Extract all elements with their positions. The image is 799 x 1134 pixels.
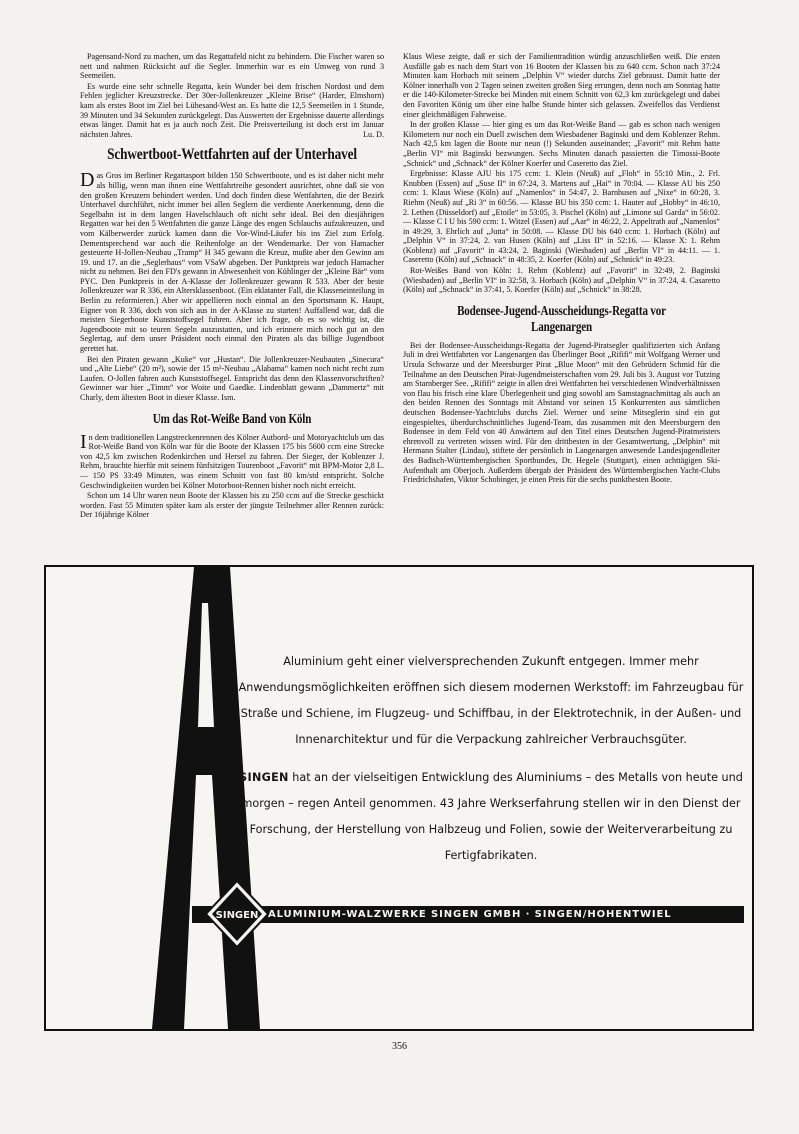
article-title-rot-weisses-band: Um das Rot-Weiße Band von Köln: [152, 410, 312, 426]
singen-logo-text: SINGEN: [215, 910, 259, 921]
drop-cap: D: [80, 169, 95, 192]
article-paragraph: Schon um 14 Uhr waren neun Boote der Klassen bis zu 250 ccm auf die Strecke geschickt worden. Fast 55 Minuten später kam als erster der jüngste Teilnehmer aller Rennen zurück: Der 16jährige Kölner: [80, 491, 384, 520]
ad-paragraph: Aluminium geht einer vielversprechenden Zukunft entgegen. Immer mehr Anwendungsmöglichkeiten eröffnen sich diesem modernen Werkstoff: im Fahrzeugbau für Straße und Schiene, im Flugzeug- und Schiffbau, in der Elektrotechnik, in der Außen- und Innenarchitektur und für die Verpackung zahlreicher Verbrauchsgüter.: [238, 655, 744, 746]
aluminium-advertisement: [44, 565, 754, 1031]
left-column: [80, 52, 384, 521]
article-paragraph: Bei den Piraten gewann „Kuke“ vor „Hustan“. Die Jollenkreuzer-Neubauten „Sinecura“ und „Alte Liebe“ (20 m²), sowie der 15 m²-Neubau „Alabama“ kamen noch nicht recht zum Laufen. O-Jollen fahren auch Kunststoffsegel. Entspricht das denn den Klassenvorschriften? Gewinner war hier „Timm“ vor Woite und Gaedke. Lindenblatt gewann „Dammertz“ mit Charly, dem ältesten Boot in dieser Klasse. Ism.: [80, 354, 384, 402]
article-paragraph: [80, 171, 384, 353]
page-number: 356: [392, 1041, 407, 1052]
company-name-bar: ALUMINIUM-WALZWERKE SINGEN GMBH · SINGEN/HOHENTWIEL: [192, 906, 744, 923]
intro-paragraph: Pagensand-Nord zu machen, um das Regattafeld nicht zu behindern. Die Fischer waren so nett und nahmen Rücksicht auf die Segler. Immerhin war es ein Umweg von rund 3 Seemeilen.: [80, 52, 384, 81]
results-paragraph: Rot-Weißes Band von Köln: 1. Rehm (Koblenz) auf „Favorit“ in 32:49, 2. Baginski (Wiesbaden) auf „Berlin VI“ in 32:58, 3. Horbach (Köln) auf „Delphin V“ in 37:24, 4. Casaretto (Köln) auf „Schnack“ in 37:41, 5. Koerfer (Köln) auf „Schnick“ in 38:28.: [403, 266, 720, 295]
author-signature: Lu. D.: [363, 129, 384, 139]
article-paragraph: Bei der Bodensee-Ausscheidungs-Regatta der Jugend-Piratsegler qualifizierten sich Anfang Juli in drei Wettfahrten vor Langenargen das Überlinger Boot „Rififi“ mit Wolfgang Werner und Ursula Schwarze und der Meersburger Pirat „Blue Moon“ mit den Gebrüdern Schmid für die Teilnahme an den Deutschen Pirat-Jugendmeisterschaften vom 29. Juli bis 3. August vor Tutzing am Starnberger See. „Rififi“ zeigte in allen drei Wettfahrten bei verschiedenen Windverhältnissen von flau bis frisch eine klare Überlegenheit und ging sowohl am Samstagnachmittag als auch an den beiden Rennen des Sonntags mit Abstand vor seinen 15 Konkurrenten aus sämtlichen deutschen Bodensee-Yachtclubs durchs Ziel. Werner und seine Mitseglerin sind ein gut eingespieltes, überdurchschnittliches Jugend-Team, das zusammen mit den Meersburgern den Bodensee in dem Feld von 40 Anwärtern auf den Titel eines Deutschen Jugend-Piratmeisters ehrenvoll zu vertreten wissen wird. Für den drittbesten in der Gesamtwertung, „Delphin“ mit Hermann Stalter (Lindau), stiftete der persönlich in Langenargen anwesende Landesjugendleiter des Badisch-Württembergischen Sportbundes, Dr. Hegele (Stuttgart), einen achttägigen Ski-Aufenthalt am Oberjoch. Außerdem übergab der Präsident des Württembergischen Yacht-Clubs Friedrichshafen, Viktor Schobinger, je einen Preis für die sechs punktbesten Boote.: [403, 340, 720, 485]
article-title-bodensee: Bodensee-Jugend-Ausscheidungs-Regatta vor Langenargen: [457, 302, 666, 334]
drop-cap: I: [80, 430, 87, 453]
intro-paragraph-text: Es wurde eine sehr schnelle Regatta, kein Wunder bei dem frischen Nordost und dem Fehlen jeglicher Kreuzstrecke. Der 30er-Jollenkreuzer „Kleine Brise“ (Harder, Elmshorn) kam als erstes Boot im Ziel bei Lühesand-West an. Es hatte die 12,5 Seemeilen in 1 Stunde, 39 Minuten und 34 Sekunden zurückgelegt. Das Auswerten der Ergebnisse dauerte allerdings etwas länger. Damit hat es ja auch noch Zeit. Die Preisverteilung ist doch erst im Januar nächsten Jahres.: [80, 81, 384, 139]
article-paragraph-text: n dem traditionellen Langstreckenrennen des Kölner Autbord- und Motoryachtclub um das Rot-Weiße Band von Köln war für die Boote der Klassen 175 bis 5600 ccm eine Strecke von 42,5 km zwischen Rodenkirchen und Hersel zu fahren. Der Sieger, der Koblenzer J. Rehm, brauchte hierfür mit seinem fünfsitzigen Tourenboot „Favorit“ mit BPM-Motor 2,8 L. — 150 PS 33:49 Minuten, was einem Schnitt von fast 80 km/std entspricht. Solche Geschwindigkeiten wurden bei Kölner Motorboot-Rennen bisher noch nicht erreicht.: [80, 432, 384, 490]
article-paragraph: In der großen Klasse — hier ging es um das Rot-Weiße Band — gab es schon nach wenigen Kilometern nur noch ein Duell zwischen dem Wiesbadener Baginski und dem Koblenzer Rehm. Nach 42,5 km lagen die Boote nur neun (!) Sekunden auseinander; „Favorit“ mit Rehm hatte „Berlin VI“ mit Baginski bezwungen. Sechs Minuten danach passierten die Timossi-Boote „Schnick“ und „Schnack“ der Kölner Koerfer und Caseretto das Ziel.: [403, 120, 720, 168]
singen-brand-inline: SINGEN: [239, 771, 289, 784]
article-title-schwertboot: Schwertboot-Wettfahrten auf der Unterhavel: [107, 146, 357, 164]
ad-paragraph: [236, 765, 746, 869]
article-paragraph: [80, 430, 384, 491]
ad-copy: [236, 649, 746, 881]
singen-logo-badge: [204, 879, 270, 949]
ad-paragraph-text: hat an der vielseitigen Entwicklung des Aluminiums – des Metalls von heute und morgen – regen Anteil genommen. 43 Jahre Werkserfahrung stellen wir in den Dienst der Forschung, der Herstellung von Halbzeug und Folien, sowie der Weiterverarbeitung zu Fertigfabrikaten.: [241, 771, 743, 862]
article-paragraph-text: as Gros im Berliner Regattasport bilden 150 Schwertboote, und es ist daher nicht mehr als billig, wenn man ihnen eine Wettfahrtreihe gesondert ausrichtet, ohne daß sie von den großen Kreuzern behindert werden. Und doch finden diese Wettfahrten, die der Bezirk Unterhavel durchführt, nicht immer bei allen Seglern die verdiente Anerkennung, denn die Segelbahn ist in dem langen Havelschlauch oft nicht sehr ideal. Bei den diesjährigen Regatten war bei den 5 Wettfahrten die ganze Länge des engen Schlauchs aufzukreuzen, und vom Kälberwerder zurück kamen dann die Vor-Wind-Läufer bis ins Ziel zum Erfolg. Dementsprechend war auch die Reihenfolge an der Wendemarke. Der von Hamacher gesteuerte H-Jollen-Neubau „Tramp“ H 345 gewann die Kreuz, mußte aber den Gewinn am 19. und 17. an die „Seglerhaus“ vom VSaW abgeben. Der Punktpreis war jedoch Hamacher nicht zu nehmen. Bei den FD's gewann in Abwesenheit von Kühlinger der „Kleine Bär“ vom PYC. Den Punktpreis in der A-Klasse der Jollenkreuzer gewann R 533. Aber der beste Jollenkreuzer war R 336, ein Altersklassenboot. (Ein eklatanter Fall, die Klasseneinteilung in Berlin zu reformieren.) Aber wir appellieren noch einmal an den Sportsmann K. Haupt, Eigner von R 336, doch von sich aus in der A-Klasse zu starten! Auffallend war, daß die meisten Siegerboote Kunststoffsegel fuhren. Aber ich frage, ob es so wichtig ist, die Jugendboote mit so teuren Segeln auszustatten, und ich erinnere mich noch gut an den Seglertag, auf dem unser Präsident noch einmal den Piraten als das billige Jugendboot gerettet hat.: [80, 171, 384, 354]
right-column: [403, 52, 720, 486]
article-paragraph: Klaus Wiese zeigte, daß er sich der Familientradition würdig anzuschließen weiß. Die ersten Ausfälle gab es nach dem Start von 16 Booten der Klassen bis zu 640 ccm. Schon nach 37:24 Minuten kam Horbach mit seinem „Delphin V“ wieder durchs Ziel gebraust. Damit hatte der Kölner innerhalb von 2 Tagen seinen zweiten großen Sieg errungen, denn noch am Sonntag hatte er die 140-Kilometer-Strecke bei Minden mit einem Schnitt von 62,3 km zurückgelegt und dabei den Favoriten König um über eine halbe Stunde hinter sich gelassen. Zweifellos das Verdienst einer gleichmäßigen Fahrweise.: [403, 52, 720, 119]
results-paragraph: Ergebnisse: Klasse AJU bis 175 ccm: 1. Klein (Neuß) auf „Floh“ in 55:10 Min., 2. Frl. Knubben (Essen) auf „Suse II“ in 67:24, 3. Martens auf „Hai“ in 70:04. — Klasse AU bis 250 ccm: 1. Klaus Wiese (Köln) auf „Namenlos“ in 54:47, 2. Barnhusen auf „Nixe“ in 60:28, 3. Riehm (Neuß) auf „Ri 3“ in 60:56. — Klasse BU bis 350 ccm: 1. Hauter auf „Hobby“ in 46:10, 2. Lethen (Düsseldorf) auf „Etoile“ in 53:05, 3. Pischel (Köln) auf „Limone sul Garda“ in 56:02. — Klasse C I U bis 590 ccm: 1. Witzel (Essen) auf „Aar“ in 46:22, 2. Appeltrath auf „Namenlos“ in 49:29, 3. Ehrlich auf „Jutta“ in 50:08. — Klasse DU bis 640 ccm: 1. Horbach (Köln) auf „Delphin V“ in 37:24, 2. van Husen (Köln) auf „Liss II“ in 52:16. — Klasse X: 1. Rehm (Koblenz) auf „Favorit“ in 43:24, 2. Baginski (Wiesbaden) auf „Berlin VI“ in 44:11. — 1. Caseretto (Köln) auf „Schnack“ in 48:35, 2. Koerfer (Köln) auf „Schnick“ in 49:23.: [403, 169, 720, 265]
intro-paragraph: [80, 82, 384, 140]
